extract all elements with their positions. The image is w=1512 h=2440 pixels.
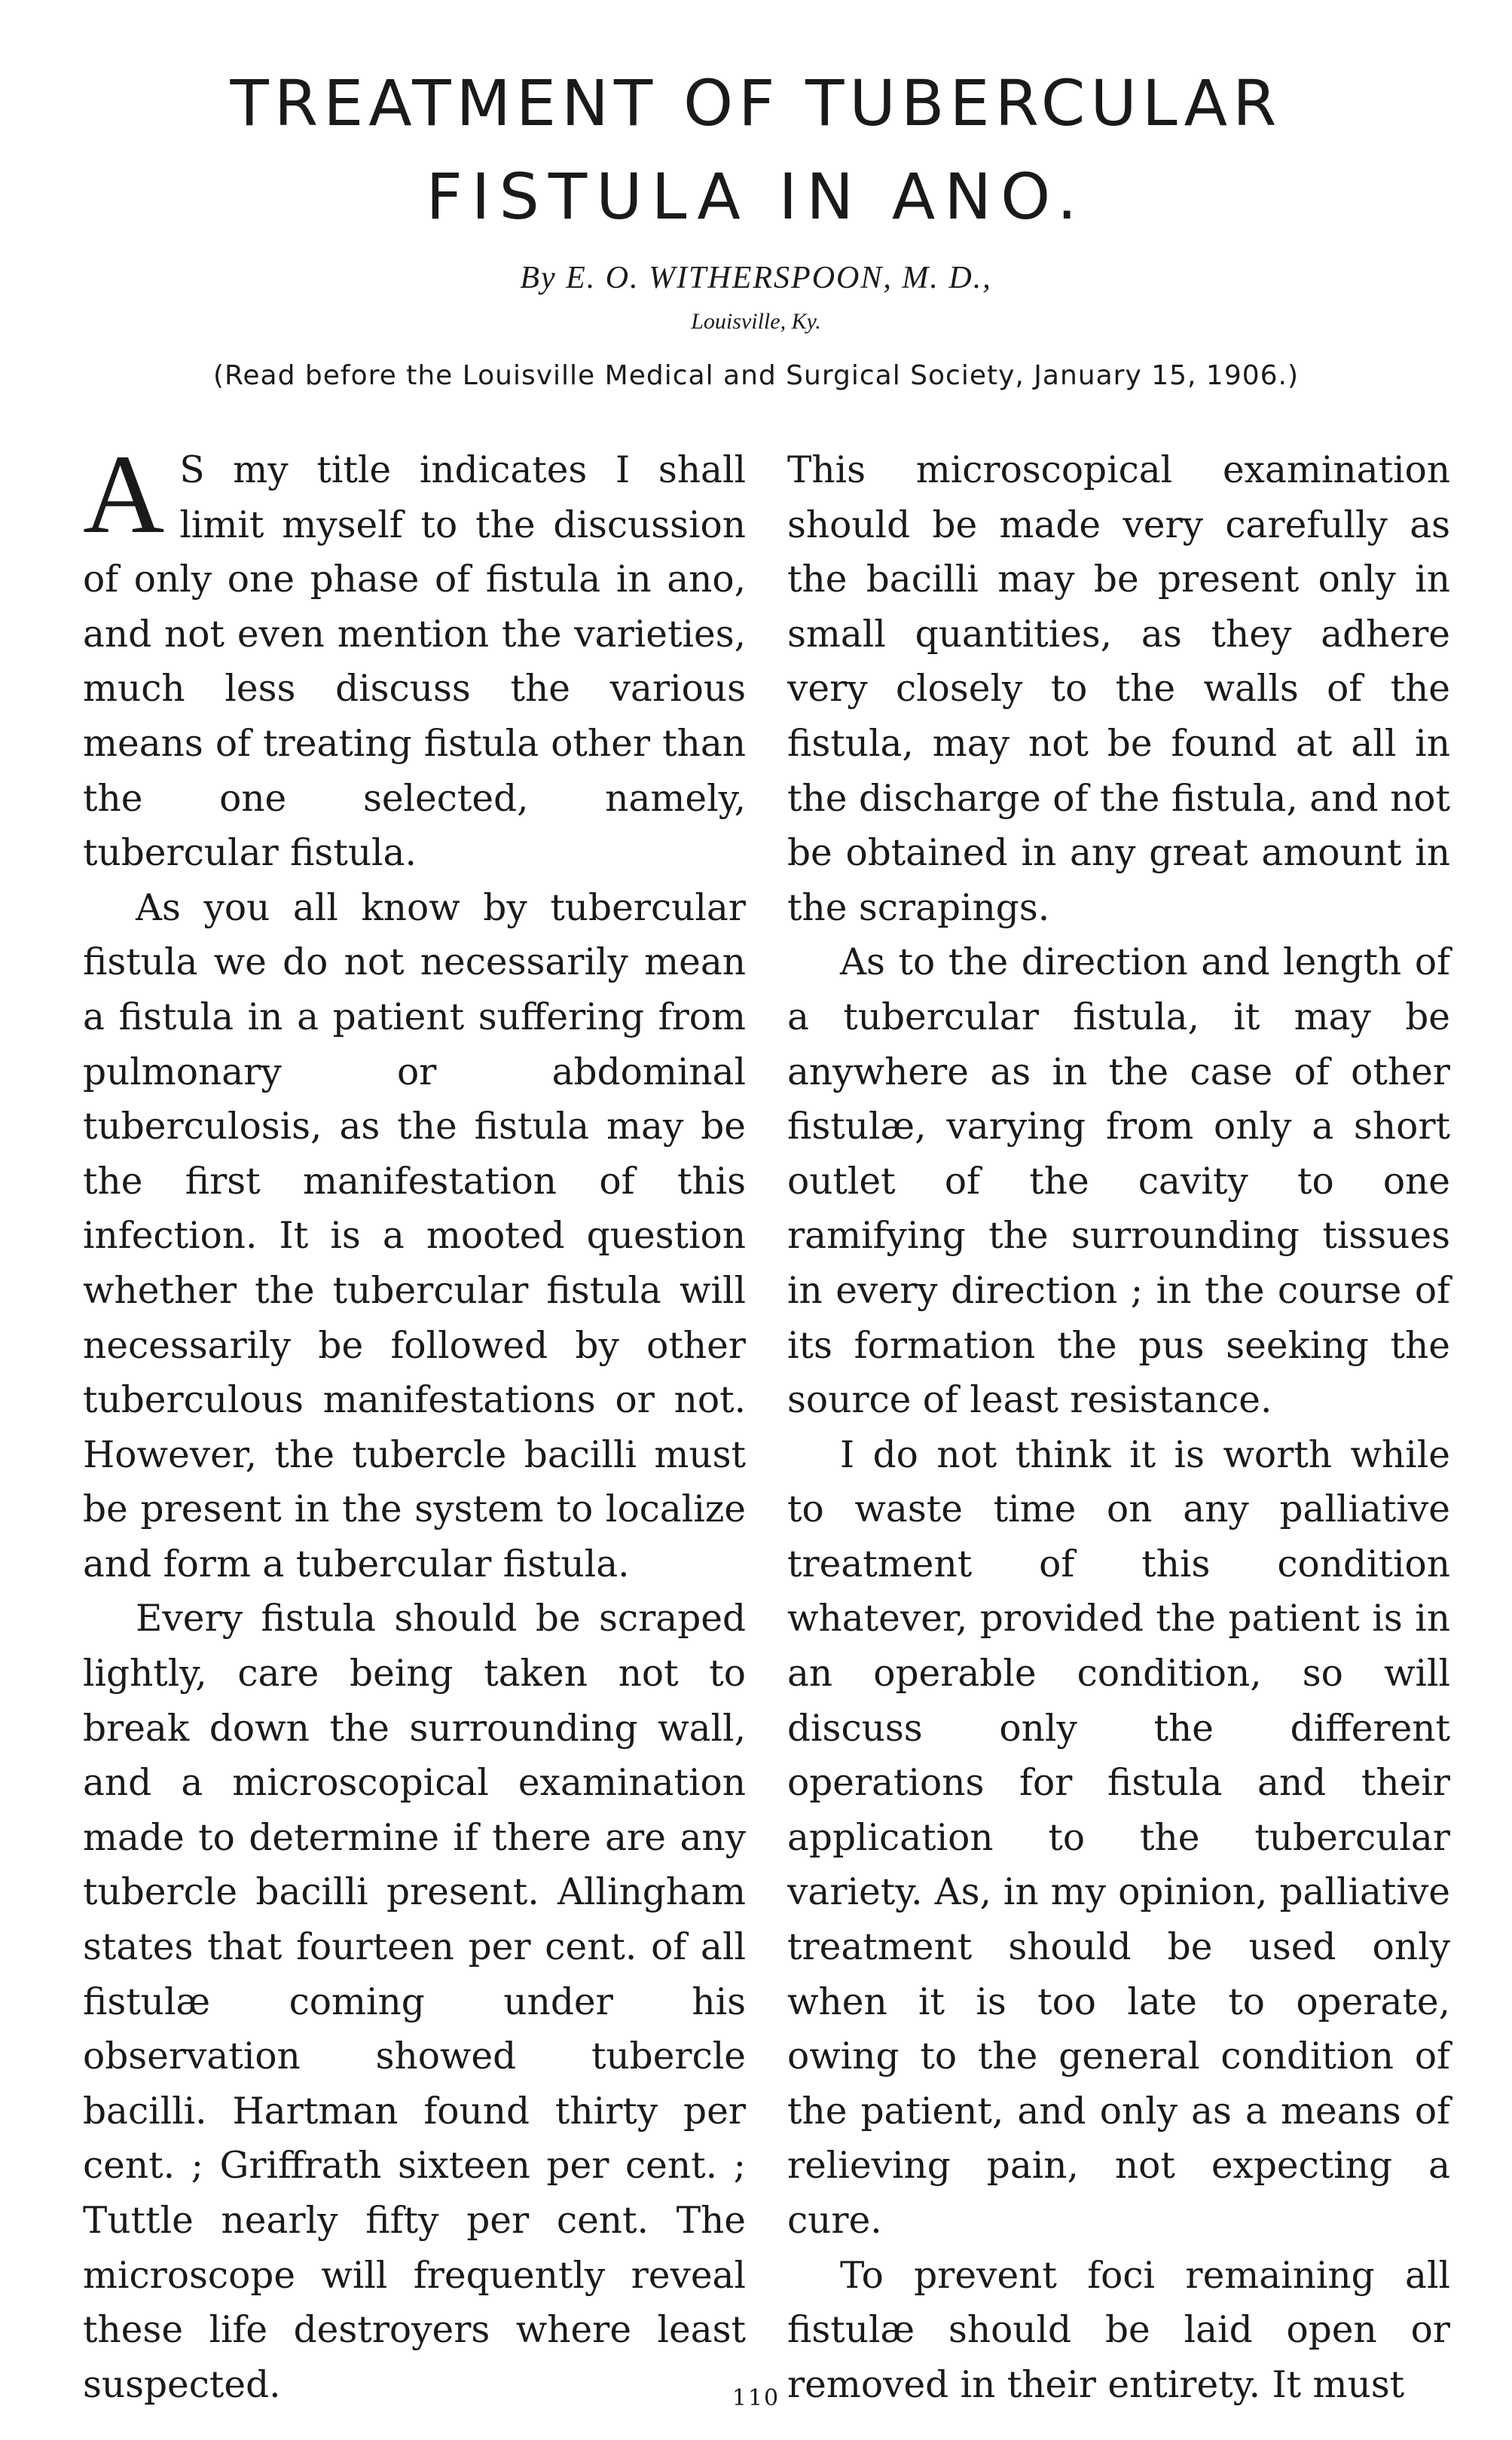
- paragraph-text: S my title indicates I shall limit myself to the discussion of only one phase of fistula in ano, and not even mention the varieties, much less discuss the various means of treating fistula other than the one selected, namely, tubercular fistula.: [83, 449, 746, 875]
- reading-note: (Read before the Louisville Medical and Surgical Society, January 15, 1906.): [212, 360, 1300, 391]
- page-number: 110: [732, 2385, 780, 2411]
- paragraph: I do not think it is worth while to waste time on any palliative treatment of this condition whatever, provided the patient is in an operable condition, so will discuss only the different operations for fistula and their application to the tubercular variety. As, in my opinion, palliative treatment should be used only when it is too late to operate, owing to the general condition of the patient, and only as a means of relieving pain, not expecting a cure.: [787, 1433, 1450, 2242]
- author-byline: By E. O. WITHERSPOON, M. D.,: [520, 261, 992, 295]
- title-line-2: FISTULA IN ANO.: [426, 160, 1086, 234]
- paragraph: Every fistula should be scraped lightly, care being taken not to break down the surrounding wall, and a microscopical examination made to determine if there are any tubercle bacilli present. Allingham states that fourteen per cent. of all fistulæ coming under his observation showed tubercle bacilli. Hartman found thirty per cent. ; Griffrath sixteen per cent. ; Tuttle nearly fifty per cent. The microscope will frequently reveal these life destroyers where least suspected.: [83, 1598, 746, 2406]
- paragraph: As you all know by tubercular fistula we do not necessarily mean a fistula in a patient suffering from pulmonary or abdominal tuberculosis, as the fistula may be the first manifestation of this infection. It is a mooted question whether the tubercular fistula will necessarily be followed by other tuberculous manifestations or not. However, the tubercle bacilli must be present in the system to localize and form a tubercular fistula.: [83, 886, 746, 1585]
- author-location: Louisville, Ky.: [691, 309, 821, 334]
- left-column: [83, 432, 746, 2412]
- paragraph: As to the direction and length of a tubercular fistula, it may be anywhere as in the case of other fistulæ, varying from only a short outlet of the cavity to one ramifying the surrounding tissues in every direction ; in the course of its formation the pus seeking the source of least resistance.: [787, 941, 1450, 1422]
- paragraph: This microscopical examination should be made very carefully as the bacilli may be present only in small quantities, as they adhere very closely to the walls of the fistula, may not be found at all in the discharge of the fistula, and not be obtained in any great amount in the scrapings.: [787, 449, 1450, 929]
- drop-cap: A: [83, 432, 165, 557]
- paragraph: To prevent foci remaining all fistulæ should be laid open or removed in their entirety. It must: [787, 2254, 1450, 2406]
- title-line-1: TREATMENT OF TUBERCULAR: [230, 66, 1282, 140]
- right-column: [787, 443, 1450, 2412]
- paragraph: [83, 432, 746, 881]
